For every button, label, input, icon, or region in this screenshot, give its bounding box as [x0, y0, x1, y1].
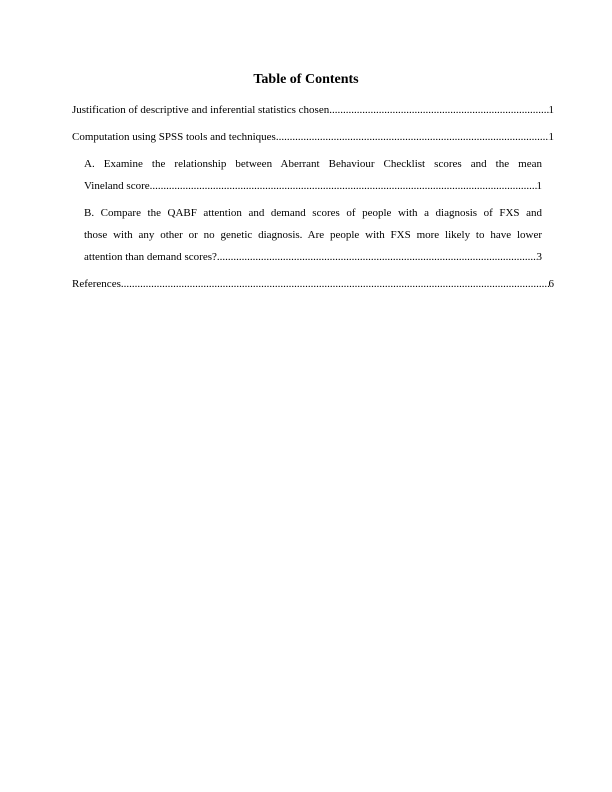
toc-page-number: 3 [536, 251, 542, 263]
toc-entry-text-line: those with any other or no genetic diagnosis. Are people with FXS more likely to have lower [84, 229, 542, 241]
toc-entry-text: attention than demand scores? [84, 251, 217, 263]
toc-entry-text-line: B. Compare the QABF attention and demand scores of people with a diagnosis of FXS and [84, 207, 542, 219]
toc-entry-text-line: A. Examine the relationship between Aberrant Behaviour Checklist scores and the mean [84, 158, 542, 170]
toc-entry-justification[interactable] [72, 99, 554, 121]
toc-entry-text: References [72, 278, 121, 290]
dot-leader [217, 246, 537, 268]
dot-leader [329, 99, 548, 121]
toc-page-number: 1 [548, 104, 554, 116]
toc-entry-text: Vineland score [84, 180, 150, 192]
dot-leader [276, 126, 549, 148]
toc-entry-section-b[interactable] [84, 202, 542, 268]
dot-leader [121, 273, 549, 295]
toc-page-number: 6 [548, 278, 554, 290]
toc-entry-section-a[interactable] [84, 153, 542, 197]
toc-entry-text: Justification of descriptive and inferential statistics chosen [72, 104, 330, 116]
toc-title: Table of Contents [253, 72, 359, 87]
toc-entry-computation[interactable] [72, 126, 554, 148]
table-of-contents [72, 99, 554, 300]
dot-leader [150, 175, 537, 197]
toc-page-number: 1 [548, 131, 554, 143]
toc-entry-references[interactable] [72, 273, 554, 295]
toc-page-number: 1 [536, 180, 542, 192]
toc-entry-text: Computation using SPSS tools and techniques [72, 131, 276, 143]
